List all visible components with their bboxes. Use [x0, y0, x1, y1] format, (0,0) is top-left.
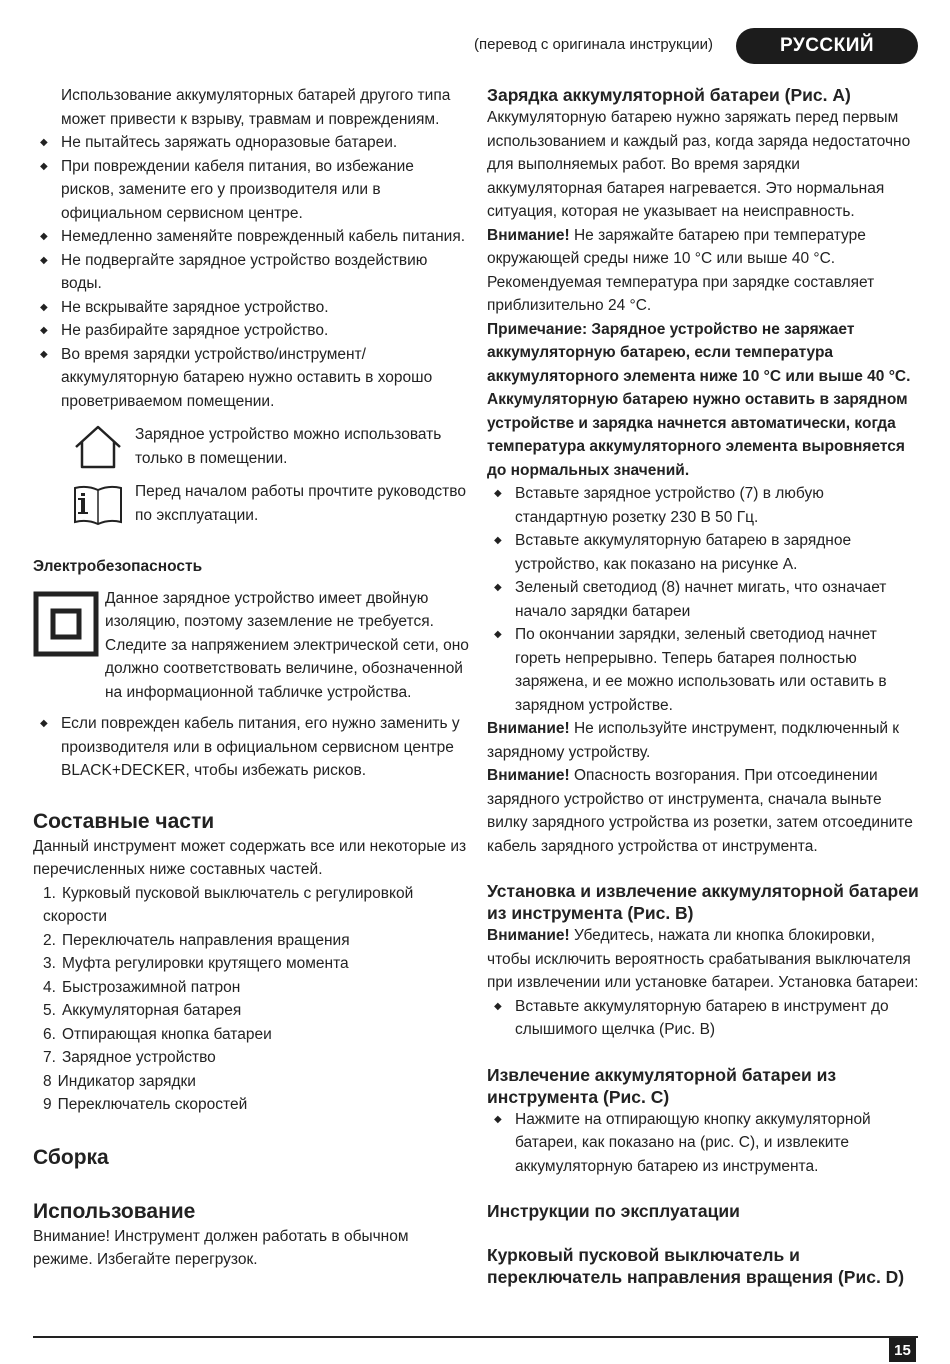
left-column	[33, 84, 469, 1272]
list-item: ◆ Не подвергайте зарядное устройство воздействию воды.	[33, 249, 469, 296]
list-item: 3. Муфта регулировки крутящего момента	[43, 955, 349, 972]
list-item: 2. Переключатель направления вращения	[43, 931, 350, 949]
electrical-safety-heading: Электробезопасность	[33, 558, 203, 575]
list-item: ◆ Нажмите на отпирающую кнопку аккумуляторной батареи, как показано на (рис. C), и извлеките аккумуляторную батарею из инструмента.	[487, 1108, 919, 1179]
double-insulation-text: Данное зарядное устройство имеет двойную изоляцию, поэтому заземление не требуется. Следите за напряжением электрической сети, оно должно соответствовать величине, обозначенной на информационной табличке устройства.	[105, 589, 469, 701]
right-column	[487, 84, 919, 1288]
list-item: ◆ Не вскрывайте зарядное устройство.	[33, 296, 469, 320]
list-item: ◆ При повреждении кабеля питания, во избежание рисков, замените его у производителя или в официальном сервисном центре.	[33, 155, 469, 226]
charging-heading: Зарядка аккумуляторной батареи (Рис. A)	[487, 85, 851, 105]
list-item: ◆ Зеленый светодиод (8) начнет мигать, что означает начало зарядки батареи	[487, 576, 919, 623]
list-item: 8 Индикатор зарядки	[43, 1072, 196, 1090]
charging-steps-list	[487, 482, 919, 717]
components-heading: Составные части	[33, 809, 215, 833]
indoor-use-text: Зарядное устройство можно использовать только в помещении.	[135, 426, 442, 467]
double-insulation-row	[33, 587, 469, 705]
list-item: 5. Аккумуляторная батарея	[43, 1002, 242, 1019]
list-item: 9 Переключатель скоростей	[43, 1096, 248, 1113]
list-item: ◆ Вставьте зарядное устройство (7) в любую стандартную розетку 230 В 50 Гц.	[487, 482, 919, 529]
list-item: 6. Отпирающая кнопка батареи	[43, 1025, 272, 1043]
list-item: ◆ Не разбирайте зарядное устройство.	[33, 319, 469, 343]
list-item: 4. Быстрозажимной патрон	[43, 978, 241, 996]
translation-note: (перевод с оригинала инструкции)	[474, 36, 713, 53]
use-heading: Использование	[33, 1199, 196, 1223]
components-intro: Данный инструмент может содержать все или некоторые из перечисленных ниже составных частей.	[33, 837, 467, 878]
safety-bullet-list	[33, 131, 469, 413]
components-list	[33, 882, 469, 1117]
house-icon	[33, 423, 131, 469]
list-item: ◆ Если поврежден кабель питания, его нужно заменить у производителя или в официальном сервисном центре BLACK+DECKER, чтобы избежать рисков.	[33, 712, 469, 783]
remove-heading: Извлечение аккумуляторной батареи из инструмента (Рис. C)	[487, 1064, 837, 1107]
list-item: 1. Курковый пусковой выключатель с регулировкой скорости	[43, 884, 414, 925]
charging-note: Примечание: Зарядное устройство не заряжает аккумуляторную батарею, если температура аккумуляторного элемента ниже 10 °C или выше 40 °C. Аккумуляторную батарею нужно оставить в зарядном устройстве и зарядка начнется автоматически, когда температура аккумуляторного элемента выровняется до нормальных значений.	[487, 320, 911, 479]
install-steps-list	[487, 995, 919, 1042]
read-manual-row	[33, 480, 469, 527]
remove-steps-list	[487, 1108, 919, 1179]
connected-warning: Внимание! Не используйте инструмент, подключенный к зарядному устройству.	[487, 720, 900, 761]
list-item: 7. Зарядное устройство	[43, 1049, 216, 1066]
list-item: ◆ Во время зарядки устройство/инструмент/ аккумуляторную батарею нужно оставить в хорошо проветриваемом помещении.	[33, 343, 469, 414]
list-item: ◆ Немедленно заменяйте поврежденный кабель питания.	[33, 225, 469, 249]
read-manual-text: Перед началом работы прочтите руководство по эксплуатации.	[135, 483, 466, 524]
assembly-heading: Сборка	[33, 1145, 109, 1169]
double-insulation-icon	[33, 587, 105, 665]
operating-heading: Инструкции по эксплуатации	[487, 1201, 740, 1221]
footer-divider	[33, 1336, 918, 1338]
page-number: 15	[889, 1338, 916, 1362]
language-badge: РУССКИЙ	[736, 28, 918, 64]
manual-book-icon	[33, 480, 131, 526]
indoor-use-row	[33, 423, 469, 470]
battery-warning-text: Использование аккумуляторных батарей другого типа может привести к взрыву, травмам и повреждениям.	[61, 87, 451, 128]
charging-text: Аккумуляторную батарею нужно заряжать перед первым использованием и каждый раз, когда заряда недостаточно для выполняемых работ. Во время зарядки аккумуляторная батарея нагревается. Это нормальная ситуация, которая не указывает на неисправность.	[487, 109, 911, 220]
fire-warning: Внимание! Опасность возгорания. При отсоединении зарядного устройство от инструмента, сначала выньте вилку зарядного устройства из розетки, затем отсоедините кабель зарядного устройства от инструмента.	[487, 767, 913, 855]
install-warning: Внимание! Убедитесь, нажата ли кнопка блокировки, чтобы исключить вероятность срабатывания выключателя при извлечении или установке батареи. Установка батареи:	[487, 927, 919, 991]
list-item: ◆ По окончании зарядки, зеленый светодиод начнет гореть непрерывно. Теперь батарея полностью заряжена, и ее можно использовать или оставить в зарядном устройстве.	[487, 623, 919, 717]
list-item: ◆ Не пытайтесь заряжать одноразовые батареи.	[33, 131, 469, 155]
list-item: ◆ Вставьте аккумуляторную батарею в инструмент до слышимого щелчка (Рис. B)	[487, 995, 919, 1042]
trigger-heading: Курковый пусковой выключатель и переключатель направления вращения (Рис. D)	[487, 1245, 905, 1287]
cable-bullet-list	[33, 712, 469, 783]
list-item: ◆ Вставьте аккумуляторную батарею в зарядное устройство, как показано на рисунке A.	[487, 529, 919, 576]
temperature-warning: Внимание! Не заряжайте батарею при температуре окружающей среды ниже 10 °C или выше 40 °C. Рекомендуемая температура при зарядке составляет приблизительно 24 °C.	[487, 226, 875, 314]
use-text: Внимание! Инструмент должен работать в обычном режиме. Избегайте перегрузок.	[33, 1227, 409, 1268]
install-heading: Установка и извлечение аккумуляторной батареи из инструмента (Рис. B)	[487, 881, 919, 923]
